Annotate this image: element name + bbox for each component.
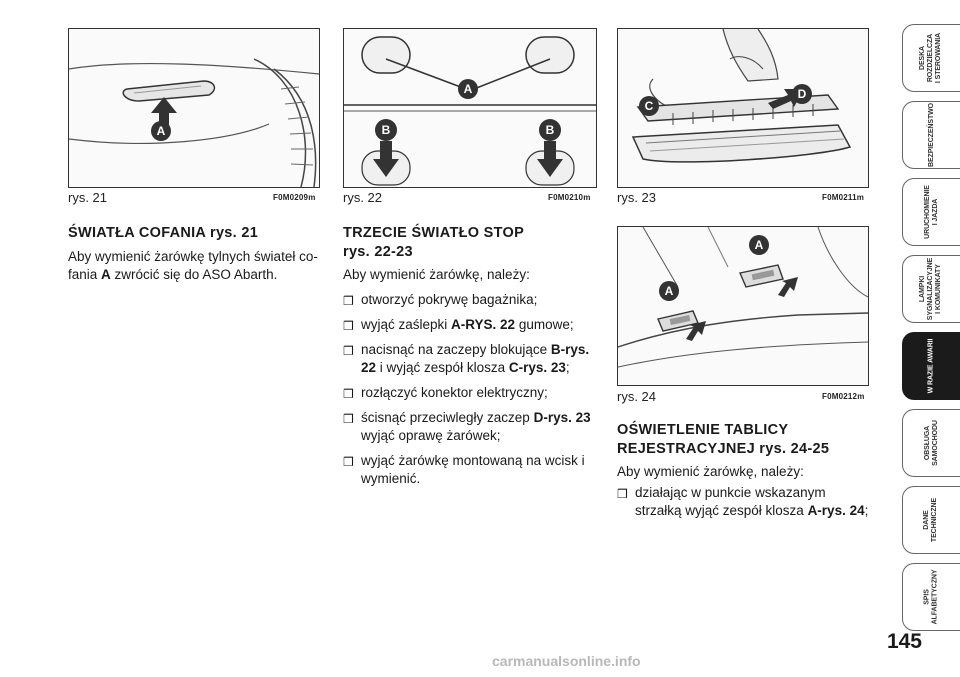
bullet-box-icon: ❒ [343, 455, 354, 469]
tab-dashboard-controls[interactable]: DESKA ROZDZIELCZA I STEROWANIA [902, 24, 960, 92]
chapter-tabs [900, 0, 960, 677]
figure-21-caption: rys. 21 [68, 190, 108, 205]
license-plate-light-steps [617, 484, 869, 527]
figure-22 [343, 28, 597, 188]
figure-21-code: F0M0209m [273, 193, 316, 202]
figure-22-caption: rys. 22 [343, 190, 383, 205]
tab-index[interactable]: SPIS ALFABETYCZNY [902, 563, 960, 631]
list-item: ❒ otworzyć pokrywę bagażnika; [343, 292, 538, 308]
page-number: 145 [886, 630, 922, 653]
label-b-badge: B [375, 119, 397, 141]
list-item: ❒ nacisnąć na zaczepy blokujące B-rys. 22 i wyjąć zespół klosza C-rys. 23; [343, 342, 590, 375]
tab-starting-driving[interactable]: URUCHOMIENIE I JAZDA [902, 178, 960, 246]
reverse-lights-heading: ŚWIATŁA COFANIA rys. 21 [68, 225, 259, 241]
list-item: ❒ wyjąć żarówkę montowaną na wcisk i wymienić. [343, 453, 585, 486]
figure-24 [617, 226, 869, 386]
label-b-badge: B [539, 119, 561, 141]
third-brake-light-heading: TRZECIE ŚWIATŁO STOP rys. 22-23 [343, 225, 525, 260]
bullet-box-icon: ❒ [343, 387, 354, 401]
bullet-box-icon: ❒ [343, 294, 354, 308]
figure-24-drawing [618, 227, 868, 385]
list-item: ❒ wyjąć zaślepki A-RYS. 22 gumowe; [343, 317, 574, 333]
third-brake-light-intro: Aby wymienić żarówkę, należy: [343, 267, 530, 282]
license-plate-light-intro: Aby wymienić żarówkę, należy: [617, 464, 804, 479]
reverse-lights-text: Aby wymienić żarówkę tylnych świateł co-fania A zwrócić się do ASO Abarth. [68, 249, 318, 282]
list-item: ❒ działając w punkcie wskazanym strzałką wyjąć zespół klosza A-rys. 24; [617, 485, 869, 518]
figure-22-drawing [344, 29, 596, 187]
tab-technical-data[interactable]: DANE TECHNICZNE [902, 486, 960, 554]
label-d-badge: D [792, 84, 812, 104]
bullet-box-icon: ❒ [343, 344, 354, 358]
bullet-box-icon: ❒ [617, 487, 628, 501]
figure-24-caption: rys. 24 [617, 389, 657, 404]
license-plate-light-heading: OŚWIETLENIE TABLICY REJESTRACYJNEJ rys. 24-25 [617, 422, 830, 457]
label-a-badge: A [151, 121, 171, 141]
bullet-box-icon: ❒ [343, 412, 354, 426]
figure-23-code: F0M0211m [822, 193, 865, 202]
figure-21 [68, 28, 320, 188]
tab-safety[interactable]: BEZPIECZEŃSTWO [902, 101, 960, 169]
tab-warning-lights[interactable]: LAMPKI SYGNALIZACYJNE I KOMUNIKATY [902, 255, 960, 323]
figure-24-code: F0M0212m [822, 392, 865, 401]
label-a-badge: A [749, 235, 769, 255]
label-a-badge: A [659, 281, 679, 301]
list-item: ❒ ścisnąć przeciwległy zaczep D-rys. 23 wyjąć oprawę żarówek; [343, 410, 591, 443]
label-c-badge: C [639, 96, 659, 116]
figure-23 [617, 28, 869, 188]
figure-21-drawing [69, 29, 319, 187]
list-item: ❒ rozłączyć konektor elektryczny; [343, 385, 548, 401]
third-brake-light-steps [343, 291, 595, 495]
tab-maintenance[interactable]: OBSŁUGA SAMOCHODU [902, 409, 960, 477]
tab-emergency[interactable]: W RAZIE AWARII [902, 332, 960, 400]
label-a-badge: A [458, 79, 478, 99]
figure-22-code: F0M0210m [548, 193, 591, 202]
watermark: carmanualsonline.info [492, 653, 641, 669]
figure-23-caption: rys. 23 [617, 190, 657, 205]
bullet-box-icon: ❒ [343, 319, 354, 333]
